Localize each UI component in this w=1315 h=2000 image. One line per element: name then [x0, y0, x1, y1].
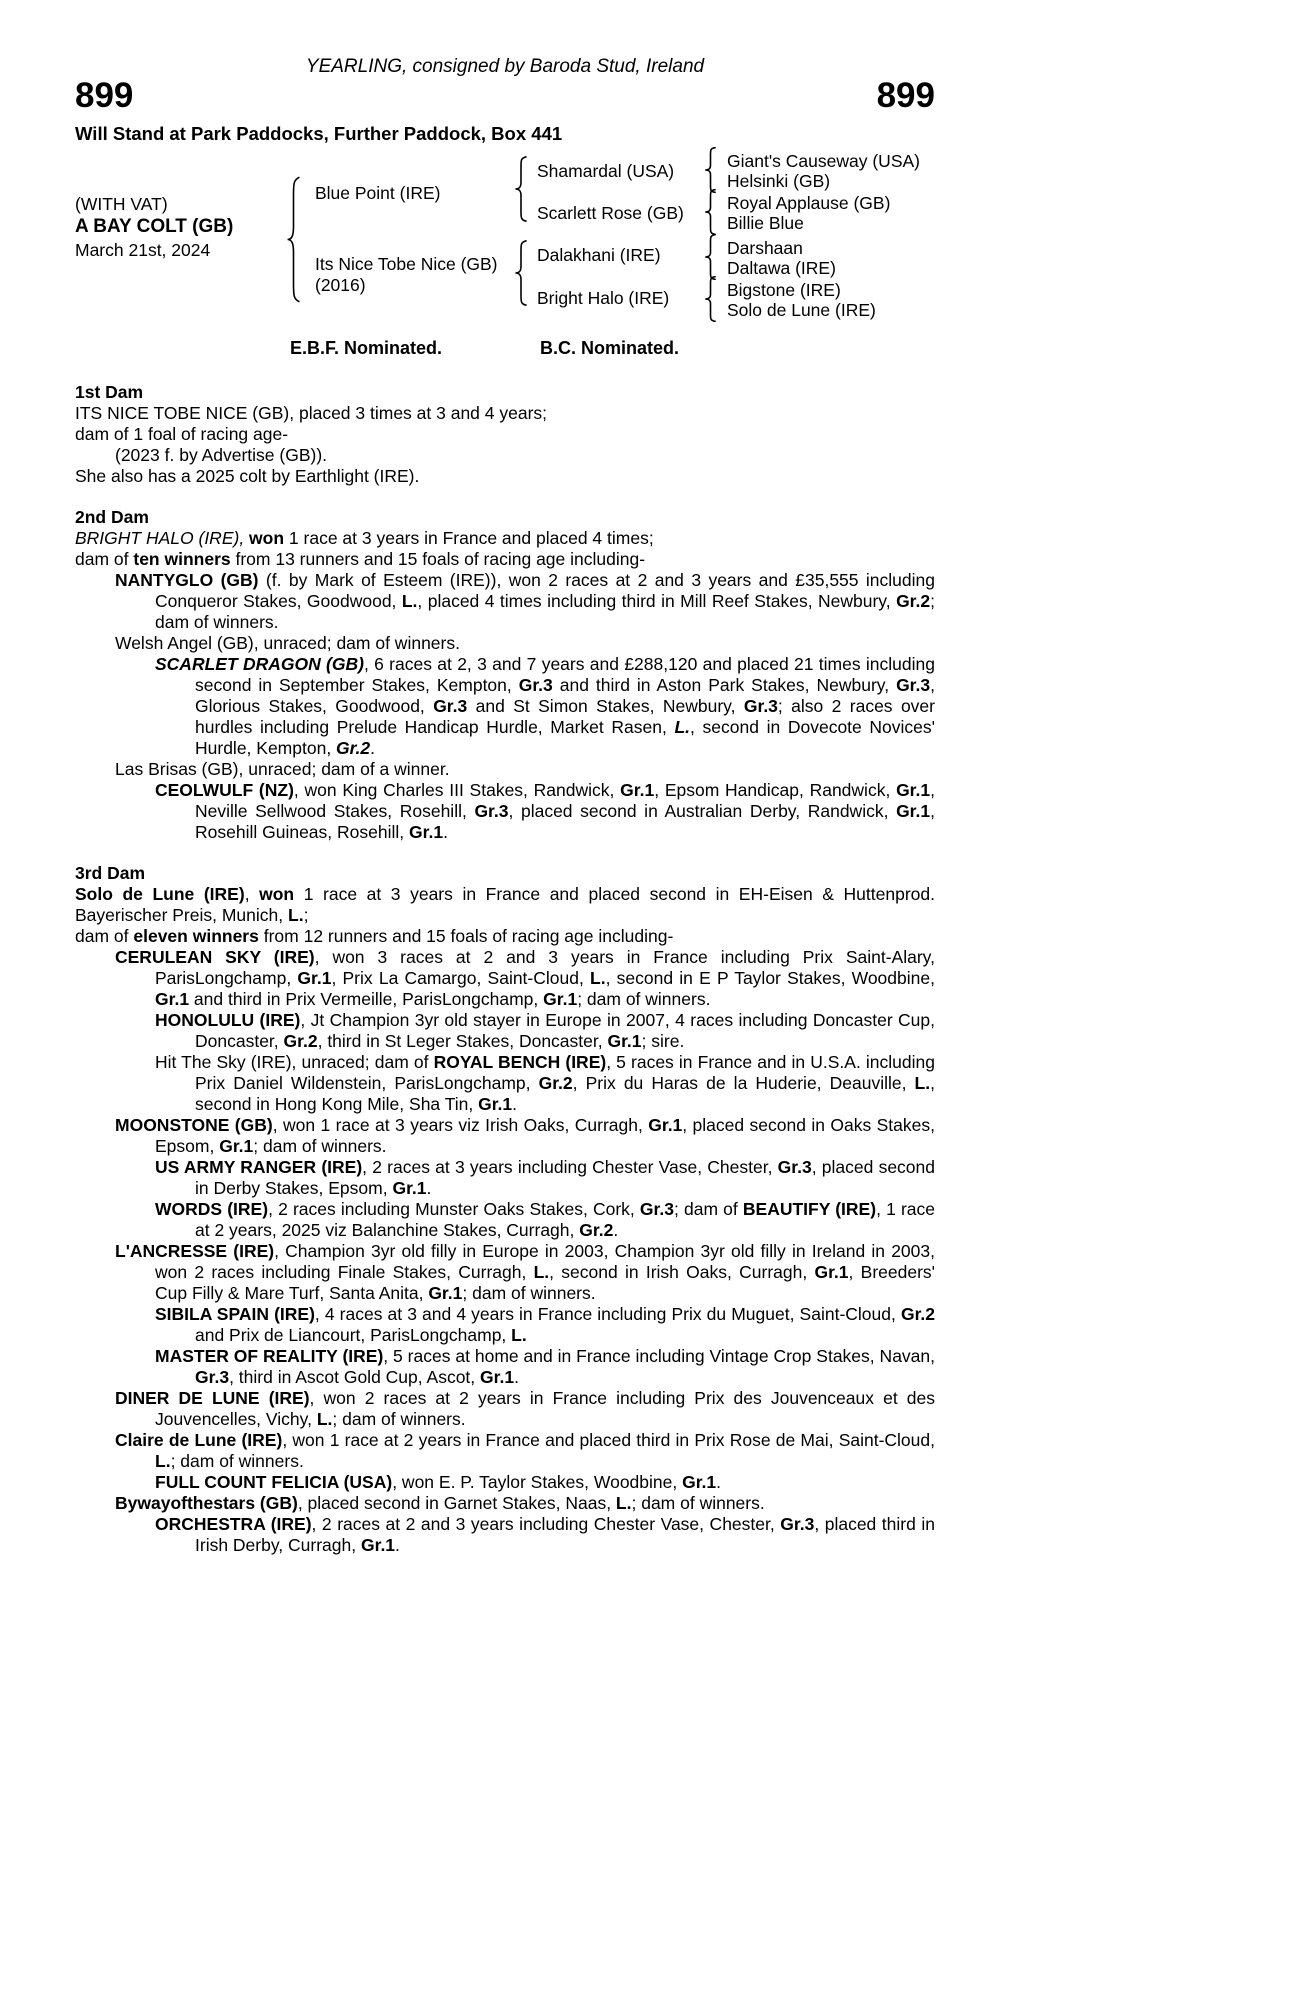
- text-segment: Gr.1: [682, 1472, 717, 1492]
- text-segment: L.: [914, 1073, 931, 1093]
- text-segment: Gr.1: [409, 822, 444, 842]
- pedigree-brace: [513, 156, 529, 222]
- text-segment: Gr.1: [896, 780, 931, 800]
- pedigree-paragraph: [75, 1304, 935, 1346]
- text-segment: , second in Irish Oaks, Curragh,: [549, 1262, 815, 1282]
- sire-dam-name: Scarlett Rose (GB): [537, 203, 684, 223]
- text-segment: , Prix du Haras de la Huderie, Deauville,: [572, 1073, 915, 1093]
- text-segment: L.: [674, 717, 691, 737]
- text-segment: , third in Ascot Gold Cup, Ascot,: [229, 1367, 481, 1387]
- dam-foaling-year: (2016): [315, 275, 366, 295]
- text-segment: , won 1 race at 3 years viz Irish Oaks, Curragh,: [272, 1115, 649, 1135]
- pedigree-paragraph: [75, 780, 935, 843]
- text-segment: ; dam of winners.: [577, 989, 711, 1009]
- pedigree-paragraph: [75, 1052, 935, 1115]
- gen3-name: Giant's Causeway (USA): [727, 151, 920, 171]
- pedigree-brace: [703, 234, 718, 280]
- text-segment: , won 1 race at 2 years in France and placed third in Prix Rose de Mai, Saint-Cloud,: [282, 1430, 935, 1450]
- text-segment: Gr.2: [579, 1220, 614, 1240]
- pedigree-paragraph: [75, 884, 935, 926]
- text-segment: , Neville Sellwood Stakes, Rosehill,: [195, 780, 935, 821]
- text-segment: Gr.3: [639, 1199, 674, 1219]
- text-segment: eleven winners: [133, 926, 259, 946]
- pedigree-brace: [703, 276, 718, 322]
- text-segment: Las Brisas (GB), unraced; dam of a winner.: [115, 759, 450, 779]
- pedigree-paragraph: [75, 1430, 935, 1472]
- text-segment: BEAUTIFY (IRE): [742, 1199, 877, 1219]
- text-segment: HONOLULU (IRE): [155, 1010, 301, 1030]
- text-segment: WORDS (IRE): [155, 1199, 269, 1219]
- text-segment: Gr.1: [607, 1031, 642, 1051]
- text-segment: CERULEAN SKY (IRE): [115, 947, 315, 967]
- text-segment: ORCHESTRA (IRE): [155, 1514, 312, 1534]
- text-segment: and Prix de Liancourt, ParisLongchamp,: [195, 1325, 512, 1345]
- pedigree-paragraph: [75, 570, 935, 633]
- text-segment: L.: [288, 905, 304, 925]
- vat-note: (WITH VAT): [75, 194, 168, 214]
- text-segment: Gr.2: [283, 1031, 318, 1051]
- text-segment: and St Simon Stakes, Newbury,: [467, 696, 744, 716]
- text-segment: , won E. P. Taylor Stakes, Woodbine,: [392, 1472, 683, 1492]
- pedigree-paragraph: [75, 1514, 935, 1556]
- text-segment: (f. by Mark of Esteem (IRE)), won 2 races at 2 and 3 years and £35,555 including Conqueror Stakes, Goodwood,: [155, 570, 935, 611]
- text-segment: , second in Hong Kong Mile, Sha Tin,: [195, 1073, 935, 1114]
- text-segment: ; dam of winners.: [462, 1283, 596, 1303]
- pedigree-paragraph: [75, 1472, 935, 1493]
- text-segment: Gr.3: [896, 675, 931, 695]
- text-segment: ; dam of winners.: [631, 1493, 765, 1513]
- text-segment: , 5 races at home and in France including Vintage Crop Stakes, Navan,: [383, 1346, 935, 1366]
- text-segment: 1 race at 3 years in France and placed 4 times;: [284, 528, 654, 548]
- text-segment: L'ANCRESSE (IRE): [115, 1241, 275, 1261]
- text-segment: from 13 runners and 15 foals of racing age including-: [230, 549, 646, 569]
- nominations-row: [75, 338, 935, 362]
- text-segment: Gr.3: [518, 675, 553, 695]
- text-segment: Gr.1: [392, 1178, 427, 1198]
- sire-name: Blue Point (IRE): [315, 183, 441, 203]
- text-segment: Gr.1: [480, 1367, 515, 1387]
- text-segment: L.: [533, 1262, 550, 1282]
- text-segment: dam of: [75, 926, 134, 946]
- text-segment: MASTER OF REALITY (IRE): [155, 1346, 384, 1366]
- text-segment: Gr.3: [743, 696, 778, 716]
- text-segment: , 4 races at 3 and 4 years in France including Prix du Muguet, Saint-Cloud,: [314, 1304, 901, 1324]
- pedigree-paragraph: [75, 1157, 935, 1199]
- gen3-name: Darshaan: [727, 238, 803, 258]
- text-segment: , Epsom Handicap, Randwick,: [654, 780, 897, 800]
- text-segment: ; dam of: [673, 1199, 743, 1219]
- pedigree-brace: [703, 189, 718, 235]
- text-segment: Gr.3: [474, 801, 509, 821]
- text-segment: , second in E P Taylor Stakes, Woodbine,: [605, 968, 935, 988]
- section-heading: 2nd Dam: [75, 507, 149, 527]
- text-segment: , Champion 3yr old filly in Europe in 2003, Champion 3yr old filly in Ireland in 2003, won 2 races including Finale Stakes, Curragh,: [155, 1241, 935, 1282]
- text-segment: L.: [155, 1451, 171, 1471]
- pedigree-paragraph: [75, 1199, 935, 1241]
- gen3-name: Daltawa (IRE): [727, 258, 836, 278]
- pedigree-brace: [703, 147, 718, 193]
- pedigree-table: [75, 148, 935, 326]
- text-segment: Gr.2: [336, 738, 371, 758]
- text-segment: .: [512, 1094, 518, 1114]
- pedigree-paragraph: [75, 424, 935, 445]
- pedigree-paragraph: [75, 654, 935, 759]
- text-segment: Gr.2: [538, 1073, 573, 1093]
- gen3-name: Bigstone (IRE): [727, 280, 841, 300]
- text-segment: Gr.3: [195, 1367, 230, 1387]
- text-segment: Gr.3: [777, 1157, 812, 1177]
- dam-sire-name: Dalakhani (IRE): [537, 245, 661, 265]
- pedigree-paragraph: [75, 759, 935, 780]
- text-segment: Gr.1: [155, 989, 190, 1009]
- text-segment: Gr.3: [433, 696, 468, 716]
- text-segment: L.: [316, 1409, 333, 1429]
- text-segment: dam of 1 foal of racing age-: [75, 424, 289, 444]
- pedigree-paragraph: [75, 1115, 935, 1157]
- text-segment: Gr.1: [648, 1115, 683, 1135]
- text-segment: , placed second in Garnet Stakes, Naas,: [297, 1493, 616, 1513]
- text-segment: , won King Charles III Stakes, Randwick,: [293, 780, 621, 800]
- pedigree-paragraph: [75, 947, 935, 1010]
- text-segment: , placed 4 times including third in Mill Reef Stakes, Newbury,: [417, 591, 897, 611]
- text-segment: L.: [590, 968, 606, 988]
- text-segment: L.: [511, 1325, 527, 1345]
- text-segment: SCARLET DRAGON (GB): [155, 654, 364, 674]
- text-segment: , second in Dovecote Novices' Hurdle, Kempton,: [195, 717, 935, 758]
- ebf-nomination: E.B.F. Nominated.: [290, 338, 443, 358]
- text-segment: L.: [615, 1493, 632, 1513]
- text-segment: Gr.2: [896, 591, 931, 611]
- text-segment: ROYAL BENCH (IRE): [433, 1052, 607, 1072]
- pedigree-paragraph: [75, 1346, 935, 1388]
- text-segment: SIBILA SPAIN (IRE): [155, 1304, 315, 1324]
- text-segment: ; also 2 races over hurdles including Prelude Handicap Hurdle, Market Rasen,: [195, 696, 935, 737]
- pedigree-paragraph: [75, 549, 935, 570]
- text-segment: Solo de Lune (IRE): [75, 884, 245, 904]
- text-segment: , 1 race at 2 years, 2025 viz Balanchine Stakes, Curragh,: [195, 1199, 935, 1240]
- pedigree-paragraph: [75, 1493, 935, 1514]
- text-segment: Gr.1: [814, 1262, 849, 1282]
- text-segment: won: [249, 528, 285, 548]
- text-segment: ; dam of winners.: [170, 1451, 304, 1471]
- text-segment: , Rosehill Guineas, Rosehill,: [195, 801, 935, 842]
- sire-sire-name: Shamardal (USA): [537, 161, 675, 181]
- foaling-date: March 21st, 2024: [75, 240, 211, 260]
- text-segment: ; dam of winners.: [332, 1409, 466, 1429]
- text-segment: , 2 races including Munster Oaks Stakes, Cork,: [268, 1199, 640, 1219]
- text-segment: .: [395, 1535, 400, 1555]
- text-segment: , 5 races in France and in U.S.A. including Prix Daniel Wildenstein, ParisLongchamp,: [195, 1052, 936, 1093]
- lot-number-right: 899: [876, 76, 935, 115]
- gen3-name: Royal Applause (GB): [727, 193, 891, 213]
- text-segment: , placed third in Irish Derby, Curragh,: [195, 1514, 935, 1555]
- text-segment: Bywayofthestars (GB): [115, 1493, 298, 1513]
- consignor-line: YEARLING, consigned by Baroda Stud, Ireland: [305, 56, 705, 77]
- pedigree-brace: [513, 240, 529, 306]
- text-segment: Claire de Lune (IRE): [115, 1430, 283, 1450]
- text-segment: MOONSTONE (GB): [115, 1115, 273, 1135]
- text-segment: .: [443, 822, 448, 842]
- text-segment: Gr.1: [297, 968, 332, 988]
- text-segment: , 2 races at 3 years including Chester Vase, Chester,: [362, 1157, 778, 1177]
- text-segment: .: [514, 1367, 519, 1387]
- text-segment: Gr.1: [219, 1136, 254, 1156]
- dam-name: Its Nice Tobe Nice (GB): [315, 254, 498, 274]
- horse-name: A BAY COLT (GB): [75, 216, 234, 237]
- text-segment: ; sire.: [641, 1031, 685, 1051]
- text-segment: ; dam of winners.: [253, 1136, 387, 1156]
- text-segment: ;: [303, 905, 309, 925]
- text-segment: ten winners: [133, 549, 231, 569]
- text-segment: won: [259, 884, 295, 904]
- text-segment: , third in St Leger Stakes, Doncaster,: [317, 1031, 608, 1051]
- pedigree-paragraph: [75, 633, 935, 654]
- pedigree-paragraph: [75, 1010, 935, 1052]
- text-segment: Gr.1: [478, 1094, 513, 1114]
- text-segment: NANTYGLO (GB): [115, 570, 259, 590]
- text-segment: , Breeders' Cup Filly & Mare Turf, Santa Anita,: [155, 1262, 935, 1303]
- text-segment: Gr.1: [543, 989, 578, 1009]
- text-segment: dam of: [75, 549, 134, 569]
- text-segment: Gr.2: [900, 1304, 936, 1324]
- stand-location-line: Will Stand at Park Paddocks, Further Paddock, Box 441: [75, 123, 563, 144]
- text-segment: , won 2 races at 2 years in France including Prix des Jouvenceaux et des Jouvencelles, Vichy,: [155, 1388, 935, 1429]
- text-segment: Gr.1: [428, 1283, 463, 1303]
- text-segment: , placed second in Derby Stakes, Epsom,: [195, 1157, 936, 1198]
- text-segment: , Glorious Stakes, Goodwood,: [195, 675, 935, 716]
- section-heading: 1st Dam: [75, 382, 144, 402]
- text-segment: , Jt Champion 3yr old stayer in Europe in 2007, 4 races including Doncaster Cup, Doncaster,: [195, 1010, 935, 1051]
- catalogue-page: [75, 0, 935, 1556]
- pedigree-paragraph: [75, 466, 935, 487]
- text-segment: Hit The Sky (IRE), unraced; dam of: [155, 1052, 434, 1072]
- pedigree-details: [75, 382, 935, 1556]
- text-segment: She also has a 2025 colt by Earthlight (IRE).: [75, 466, 420, 486]
- text-segment: and third in Aston Park Stakes, Newbury,: [552, 675, 897, 695]
- gen3-name: Solo de Lune (IRE): [727, 300, 876, 320]
- pedigree-paragraph: [75, 445, 935, 466]
- gen3-name: Billie Blue: [727, 213, 804, 233]
- pedigree-paragraph: [75, 403, 935, 424]
- text-segment: Gr.1: [620, 780, 655, 800]
- pedigree-paragraph: [75, 926, 935, 947]
- dam-dam-name: Bright Halo (IRE): [537, 288, 670, 308]
- text-segment: ; dam of winners.: [155, 591, 935, 632]
- pedigree-paragraph: [75, 528, 935, 549]
- lot-number-left: 899: [75, 76, 134, 115]
- text-segment: (2023 f. by Advertise (GB)).: [115, 445, 328, 465]
- text-segment: ITS NICE TOBE NICE (GB), placed 3 times at 3 and 4 years;: [75, 403, 548, 423]
- text-segment: CEOLWULF (NZ): [155, 780, 294, 800]
- text-segment: from 12 runners and 15 foals of racing age including-: [258, 926, 674, 946]
- lot-number-row: [75, 77, 935, 115]
- text-segment: L.: [401, 591, 418, 611]
- text-segment: , Prix La Camargo, Saint-Cloud,: [331, 968, 591, 988]
- text-segment: Gr.1: [896, 801, 931, 821]
- bc-nomination: B.C. Nominated.: [540, 338, 680, 358]
- gen3-name: Helsinki (GB): [727, 171, 831, 191]
- text-segment: .: [716, 1472, 722, 1492]
- text-segment: ,: [244, 884, 260, 904]
- pedigree-brace: [285, 176, 302, 303]
- text-segment: .: [426, 1178, 432, 1198]
- pedigree-paragraph: [75, 1388, 935, 1430]
- text-segment: .: [613, 1220, 619, 1240]
- text-segment: DINER DE LUNE (IRE): [115, 1388, 310, 1408]
- text-segment: Gr.3: [780, 1514, 815, 1534]
- text-segment: FULL COUNT FELICIA (USA): [155, 1472, 393, 1492]
- text-segment: , 6 races at 2, 3 and 7 years and £288,120 and placed 21 times including second in September Stakes, Kempton,: [195, 654, 935, 695]
- pedigree-paragraph: [75, 1241, 935, 1304]
- text-segment: US ARMY RANGER (IRE): [155, 1157, 363, 1177]
- text-segment: Welsh Angel (GB), unraced; dam of winners.: [115, 633, 460, 653]
- text-segment: 1 race at 3 years in France and placed second in EH-Eisen & Huttenprod. Bayerischer Preis, Munich,: [75, 884, 935, 925]
- text-segment: Gr.1: [360, 1535, 396, 1555]
- section-heading: 3rd Dam: [75, 863, 146, 883]
- text-segment: BRIGHT HALO (IRE),: [75, 528, 250, 548]
- text-segment: , placed second in Oaks Stakes, Epsom,: [155, 1115, 935, 1156]
- text-segment: and third in Prix Vermeille, ParisLongchamp,: [189, 989, 544, 1009]
- text-segment: , 2 races at 2 and 3 years including Chester Vase, Chester,: [311, 1514, 781, 1534]
- text-segment: , won 3 races at 2 and 3 years in France including Prix Saint-Alary, ParisLongchamp,: [155, 947, 935, 988]
- text-segment: , placed second in Australian Derby, Randwick,: [508, 801, 897, 821]
- text-segment: .: [370, 738, 375, 758]
